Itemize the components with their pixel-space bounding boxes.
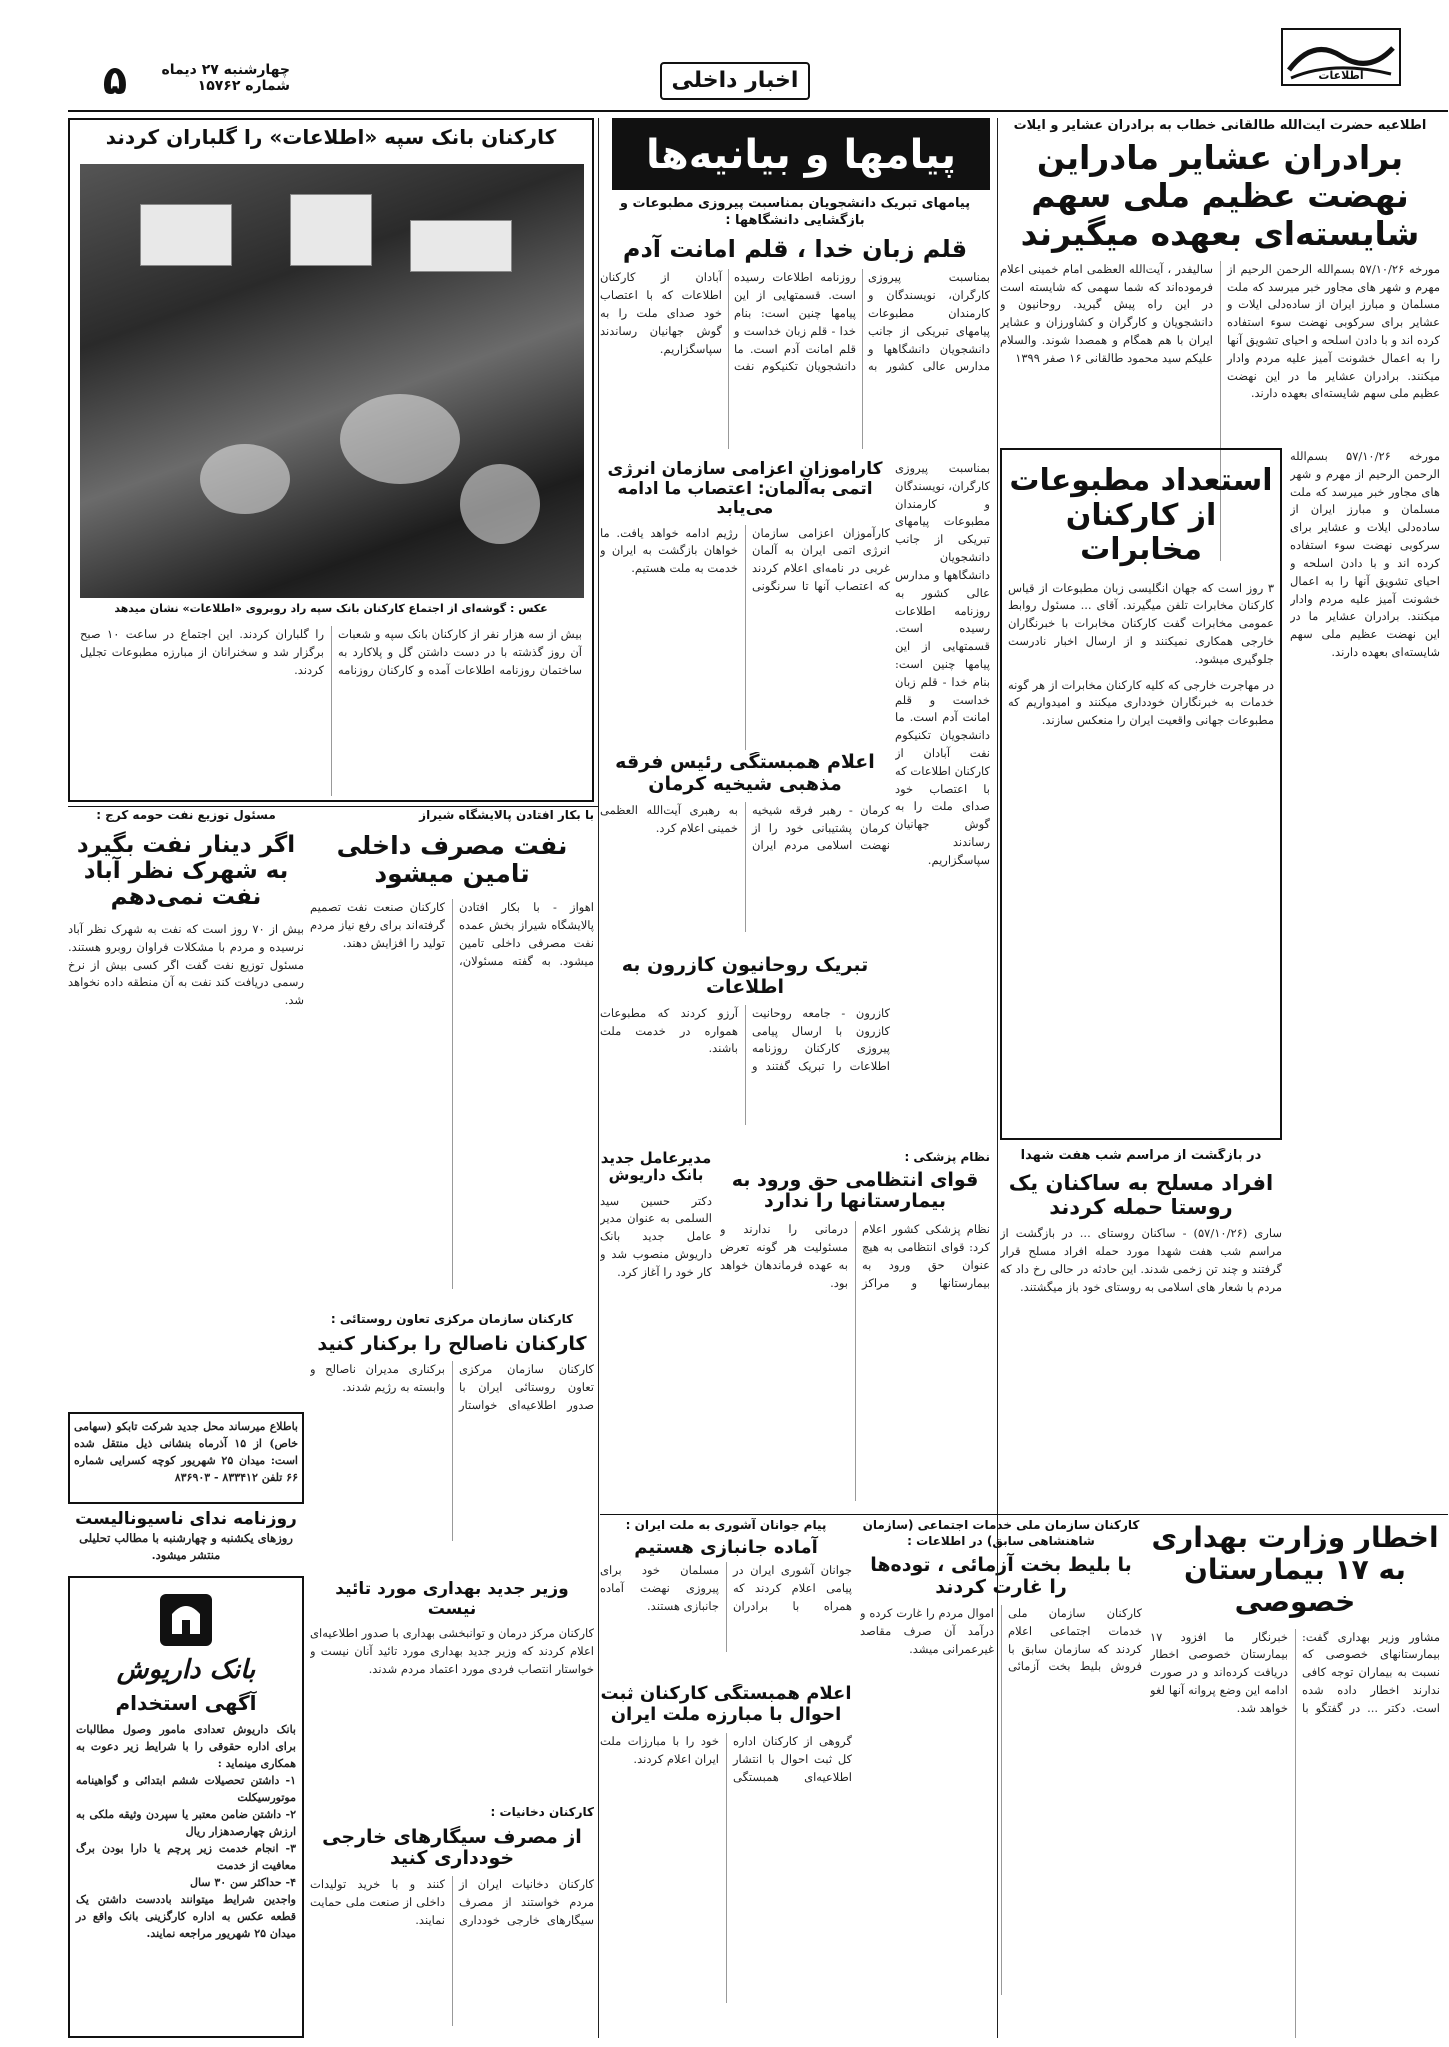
middle-side-text: بمناسبت پیروزی کارگران، نویسندگان و کارمندان مطبوعات پیامهای تبریکی از جانب دانشجویان دانشگاهها و مدارس عالی کشور به روزنامه اطلاعات رسیده است. قسمتهایی از این پیامها چنین است: بنام خدا - قلم زبان خداست و قلم امانت آدم است. ما دانشجویان تکنیکوم نفت آبادان از کارکنان اطلاعات که با اعتصاب خود صدای ملت را به گوش جهانیان رساندند سپاسگزاریم. (895, 461, 990, 867)
placard (410, 220, 512, 272)
column-divider (598, 118, 599, 2038)
newspaper-logo (1281, 28, 1401, 86)
energy-article (600, 460, 890, 750)
photo-body: بیش از سه هزار نفر از کارکنان بانک سپه و شعبات آن روز گذشته با در دست داشتن گل و پلاکارد به ساختمان روزنامه اطلاعات آمده و کارکنان روزنامه را گلباران کردند. این اجتماع در ساعت ۱۰ صبح برگزار شد و سخنرانان از مبارزه مطبوعات تجلیل کردند. (80, 627, 582, 677)
social-headline: با بلیط بخت آزمائی ، توده‌ها را غارت کردند (870, 1554, 1132, 1599)
bank-article (600, 1150, 712, 1510)
shooting-headline: افراد مسلح به ساکنان یک روستا حمله کردند (1008, 1170, 1274, 1220)
paper-headline: روزنامه ندای ناسیونالیست (75, 1510, 297, 1529)
bank-ad-item-1: ۱- داشتن تحصیلات ششم ابتدائی و گواهینامه موتورسیکلت (76, 1774, 296, 1805)
ashouri-kicker: پیام جوانان آشوری به ملت ایران : (625, 1518, 827, 1532)
bank-ad-item-4: ۴- حداکثر سن ۳۰ سال (189, 1876, 296, 1890)
kazerun-headline: تبریک روحانیون کازرون به اطلاعات (621, 955, 869, 998)
right-kicker: اطلاعیه حضرت آیت‌الله طالقانی خطاب به برادران عشایر و ایلات (1013, 118, 1427, 133)
kazerun-body: کازرون - جامعه روحانیت کازرون با ارسال پیامی پیروزی کارکنان روزنامه اطلاعات را تبریک گفتند و آرزو کردند که مطبوعات همواره در خدمت ملت باشند. (600, 1005, 890, 1074)
shooting-body: ساری (۵۷/۱۰/۲۶) - ساکنان روستای ... در بازگشت از مراسم شب هفت شهدا مورد حمله افراد مسلح قرار گرفتند و چند تن زخمی شدند. این حادثه در حالی رخ داد که مردم با شعار های اسلامی به روستای خود باز میگشتند. (1000, 1226, 1282, 1294)
consumer-body: اهواز - با بکار افتادن پالایشگاه شیراز بخش عمده نفت مصرفی داخلی تامین میشود. به گفته مسئولان، کارکنان صنعت نفت تصمیم گرفته‌اند برای رفع نیاز مردم تولید را افزایش دهند. (310, 900, 594, 968)
column-divider (997, 118, 998, 2038)
coop-body: کارکنان سازمان مرکزی تعاون روستائی ایران با صدور اطلاعیه‌ای خواستار برکناری مدیران ناصالح و وابسته به رژیم شدند. (310, 1362, 594, 1413)
section-rule (68, 806, 598, 807)
notice-box (68, 1412, 304, 1504)
ashouri-headline: آماده جانبازی هستیم (634, 1536, 818, 1558)
oil-headline: اگر دینار نفت بگیرد به شهرک نظر آباد نفت نمی‌دهم (76, 831, 296, 911)
kazerun-article (600, 955, 890, 1145)
shooting-article (1000, 1148, 1282, 1513)
crowd-figure (200, 444, 290, 514)
ashouri-article (600, 1518, 852, 1678)
oil-kicker: مسئول توزیع نفت حومه کرج : (96, 808, 276, 822)
minister-article (310, 1580, 594, 1800)
middle-side-column (895, 460, 990, 1150)
issue-line: شماره ۱۵۷۶۲ (197, 78, 290, 94)
ashouri-body: جوانان آشوری ایران در پیامی اعلام کردند که همراه با برادران مسلمان خود برای پیروزی نهضت آماده جانبازی هستند. (600, 1563, 852, 1613)
messages-banner-title: پیامها و بیانیه‌ها (646, 132, 956, 178)
page-number: ۵ (102, 58, 128, 104)
minister-body: کارکنان مرکز درمان و توانبخشی بهداری با صدور اطلاعیه‌ای اعلام کردند که وزیر جدید بهداری مورد تائید آنان نیست و خواستار انتصاب فردی مورد اعتماد مردم شدند. (310, 1626, 594, 1676)
messages-banner (612, 118, 990, 190)
registry-body: گروهی از کارکنان اداره کل ثبت احوال با انتشار اطلاعیه‌ای همبستگی خود را با مبارزات ملت ایران اعلام کردند. (600, 1734, 852, 1784)
pen-headline: قلم زبان خدا ، قلم امانت آدم (622, 234, 968, 263)
bank-ad (68, 1576, 304, 2038)
kerman-article (600, 752, 890, 952)
bank-ad-footer: واجدین شرایط میتوانند باددست داشتن یک قطعه عکس به اداره کارگزینی بانک واقع در میدان ۲۵ شهریور مراجعه نمایند. (76, 1893, 296, 1941)
hospital-article (1150, 1518, 1440, 2038)
energy-body: کارآموزان اعزامی سازمان انرژی اتمی ایران به آلمان غربی در نامه‌ای اعلام کردند که اعتصاب آنها تا سرنگونی رژیم ادامه خواهد یافت. ما خواهان بازگشت به ایران و خدمت به ملت هستیم. (600, 525, 890, 594)
right-body-para-2: سالیفدر ، آیت‌الله العظمی امام خمینی اعلام فرموده‌اند که شما سهمی که شایسته است در این راه پیش گیرید. روحانیون و دانشجویان و کارگران و کشاورزان و عشایر ایران با هم همگام و همصدا شوند. والسلام علیکم سید محمود طالقانی ۱۶ صفر ۱۳۹۹ (1000, 261, 1213, 365)
kerman-headline: اعلام همبستگی رئیس فرقه مذهبی شیخیه کرمان (615, 752, 875, 795)
right-body-para-1: مورخه ۵۷/۱۰/۲۶ بسم‌الله الرحمن الرحیم از مهرم و شهر های مجاور خبر میرسد که ملت مسلمان و مبارز ایران از ساده‌دلی ایلات و عشایر برای سرکوبی نهضت سوء استفاده کرده اند و با دادن اسلحه و احیای تشویق آنها را به اعمال خشونت آمیز علیه مردم وادار میکنند. برادران عشایر ما در این نهضت عظیم ملی سهم شایسته‌ای بعهده دارند. (1227, 261, 1440, 401)
coop-headline: کارکنان ناصالح را برکنار کنید (317, 1332, 587, 1355)
coop-kicker: کارکنان سازمان مرکزی تعاون روستائی : (330, 1312, 574, 1326)
bank-ad-logo-text: بانک داریوش (116, 1655, 256, 1685)
paper-body: روزهای یکشنبه و چهارشنبه با مطالب تحلیلی منتشر میشود. (79, 1530, 293, 1563)
notice-text: باطلاع میرساند محل جدید شرکت تابکو (سهامی خاص) از ۱۵ آذرماه بنشانی ذیل منتقل شده است: میدان ۲۵ شهریور کوچه کسرایی شماره ۶۶ تلفن ۸۳۳۴۱۲ - ۸۳۶۹۰۳ (74, 1420, 298, 1485)
pen-article (600, 196, 990, 456)
medical-headline: قوای انتظامی حق ورود به بیمارستانها را ندارد (731, 1168, 979, 1213)
tobacco-article (310, 1805, 594, 2040)
oil-article (68, 808, 304, 1408)
medical-kicker: نظام پزشکی : (904, 1150, 990, 1164)
consumer-headline: نفت مصرف داخلی تامین میشود (336, 830, 568, 889)
pen-body: بمناسبت پیروزی کارگران، نویسندگان و کارمندان مطبوعات پیامهای تبریکی از جانب دانشجویان دانشگاهها و مدارس عالی کشور به روزنامه اطلاعات رسیده است. قسمتهایی از این پیامها چنین است: بنام خدا - قلم زبان خداست و قلم امانت آدم است. ما دانشجویان تکنیکوم نفت آبادان از کارکنان اطلاعات که با اعتصاب خود صدای ملت را به گوش جهانیان رساندند سپاسگزاریم. (600, 270, 990, 374)
logo-text: اطلاعات (1318, 69, 1364, 82)
social-article (860, 1518, 1142, 2038)
shooting-kicker: در بازگشت از مراسم شب هفت شهدا (1020, 1148, 1262, 1163)
social-kicker: کارکنان سازمان ملی خدمات اجتماعی (سازمان شاهنشاهی سابق) در اطلاعات : (862, 1518, 1140, 1548)
oil-body: بیش از ۷۰ روز است که نفت به شهرک نظر آباد نرسیده و مردم با مشکلات فراوان روبرو هستند. مسئول توزیع نفت گفت اگر کسی بیش از نرخ رسمی دریافت کند نفت به آن منطقه داده نخواهد شد. (68, 921, 304, 1008)
bank-body: دکتر حسین سید السلمی به عنوان مدیر عامل جدید بانک داریوش منصوب شد و کار خود را آغاز کرد. (600, 1193, 712, 1279)
photo-headline: کارکنان بانک سپه «اطلاعات» را گلباران کردند (105, 125, 557, 149)
photo-article (68, 118, 594, 802)
section-title: اخبار داخلی (671, 68, 799, 93)
masthead-rule (68, 110, 1448, 112)
coop-article (310, 1312, 594, 1577)
masthead (0, 0, 1449, 110)
social-body: کارکنان سازمان ملی خدمات اجتماعی اعلام کردند که سازمان سابق با فروش بلیط بخت آزمائی اموال مردم را غارت کرده و درآمد آن صرف مقاصد غیرعمرانی میشد. (860, 1605, 1142, 1674)
right-narrow-column (1290, 448, 1440, 1140)
protest-photo (80, 164, 584, 598)
paper-article (68, 1510, 304, 1570)
hospital-body: مشاور وزیر بهداری گفت: بیمارستانهای خصوصی که نسبت به بیماران توجه کافی ندارند اخطار داده شده است. دکتر ... در گفتگو با خبرنگار ما افزود ۱۷ بیمارستان خصوصی اخطار دریافت کرده‌اند و در صورت ادامه این وضع پروانه آنها لغو خواهد شد. (1150, 1629, 1440, 1715)
crowd-figure (460, 464, 540, 544)
photo-caption: عکس : گوشه‌ای از اجتماع کارکنان بانک سپه راد روبروی «اطلاعات» نشان میدهد (114, 602, 548, 615)
bank-ad-item-2: ۲- داشتن ضامن معتبر یا سپردن وثیقه ملکی به ارزش چهارصدهزار ریال (76, 1808, 296, 1839)
placard (140, 204, 232, 266)
minister-headline: وزیر جدید بهداری مورد تائید نیست (335, 1580, 569, 1619)
mokhaberat-box (1000, 448, 1282, 1140)
tobacco-kicker: کارکنان دخانیات : (490, 1805, 594, 1819)
medical-article (720, 1150, 990, 1510)
bank-ad-item-3: ۳- انجام خدمت زیر پرچم یا دارا بودن برگ معافیت از خدمت (76, 1842, 296, 1873)
tobacco-body: کارکنان دخانیات ایران از مردم خواستند از مصرف سیگارهای خارجی خودداری کنند و با خرید تولیدات داخلی از صنعت ملی حمایت نمایند. (310, 1877, 594, 1927)
right-narrow-text: مورخه ۵۷/۱۰/۲۶ بسم‌الله الرحمن الرحیم از مهرم و شهر های مجاور خبر میرسد که ملت مسلمان و مبارز ایران از ساده‌دلی ایلات و عشایر برای سرکوبی نهضت سوء استفاده کرده اند و با دادن اسلحه و احیای تشویق آنها را به اعمال خشونت آمیز علیه مردم وادار میکنند. برادران عشایر ما در این نهضت عظیم ملی سهم شایسته‌ای بعهده دارند. (1290, 449, 1440, 659)
registry-article (600, 1684, 852, 2038)
right-headline: برادران عشایر مادراین نهضت عظیم ملی سهم شایسته‌ای بعهده میگیرند (1020, 137, 1420, 253)
medical-body: نظام پزشکی کشور اعلام کرد: قوای انتظامی به هیچ عنوان حق ورود به بیمارستانها و مراکز درمانی را ندارند و مسئولیت هر گونه تعرض به عهده فرماندهان خواهد بود. (720, 1222, 990, 1290)
crowd-figure (340, 394, 460, 484)
consumer-article (310, 808, 594, 1308)
consumer-kicker: با بکار افتادن پالایشگاه شیراز (419, 808, 594, 822)
tobacco-headline: از مصرف سیگارهای خارجی خودداری کنید (322, 1825, 582, 1870)
bank-logo-icon (156, 1590, 216, 1650)
pen-kicker: پیامهای تبریک دانشجویان بمناسبت پیروزی مطبوعات و بازگشایی دانشگاهها : (619, 196, 971, 228)
bank-ad-intro: بانک داریوش تعدادی مامور وصول مطالبات برای اداره حقوقی را با شرایط زیر دعوت به همکاری مینماید : (76, 1722, 296, 1770)
placard (290, 194, 372, 266)
hospital-headline: اخطار وزارت بهداری به ۱۷ بیمارستان خصوصی (1151, 1521, 1439, 1619)
mokhaberat-body-2: در مهاجرت خارجی که کلیه کارکنان مخابرات از هر گونه خدمات به خبرنگاران خودداری میکنند و امیدواریم که مطبوعات جهانی واقعیت ایران را منعکس سازند. (1008, 677, 1274, 728)
mokhaberat-headline: استعداد مطبوعات از کارکنان مخابرات (1009, 463, 1273, 567)
energy-headline: کارآموزان اعزامی سازمان انرژی اتمی به‌آلمان: اعتصاب ما ادامه می‌یابد (607, 460, 883, 519)
bank-headline: مدیرعامل جدید بانک داریوش (600, 1150, 712, 1185)
date-block (150, 62, 290, 102)
mokhaberat-body: ۳ روز است که جهان انگلیسی زبان مطبوعات از قیاس کارکنان مخابرات تلفن میگیرند. آقای ... مسئول روابط عمومی مخابرات گفت کارکنان مخابرات با خبرنگاران خارجی همکاری نمیکنند و از ارسال اخبار نادرست جلوگیری میشود. (1008, 580, 1274, 666)
bank-ad-title: آگهی استخدام (115, 1690, 257, 1715)
kerman-body: کرمان - رهبر فرقه شیخیه کرمان پشتیبانی خود را از نهضت اسلامی مردم ایران به رهبری آیت‌الله العظمی خمینی اعلام کرد. (600, 802, 890, 853)
section-title-box (660, 62, 810, 100)
section-rule (600, 1514, 1448, 1515)
registry-headline: اعلام همبستگی کارکنان ثبت احوال با مبارزه ملت ایران (600, 1684, 852, 1725)
date-line: چهارشنبه ۲۷ دیماه (161, 62, 290, 78)
